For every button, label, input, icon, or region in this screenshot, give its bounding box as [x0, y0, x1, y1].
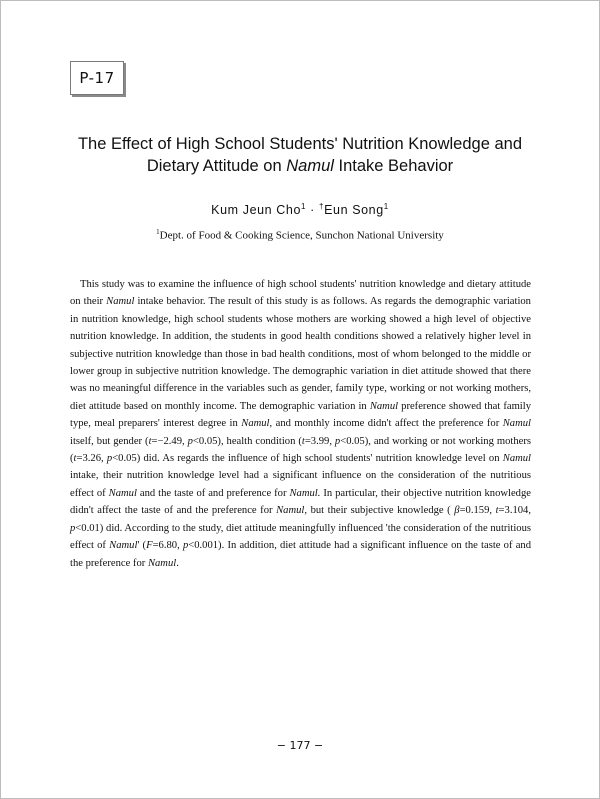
abstract-italic: p	[187, 435, 193, 447]
abstract-text: intake behavior. The result of this study is as follows. As regards the demographic variation in nutrition knowledge, high school students whose mothers are working showed a high level of objective nutrition knowledge. In addition, the students in good health conditions showed a relatively higher level in subjective nutrition knowledge than those in bad health conditions, most of whom belonged to the middle or lower group in subjective nutrition knowledge. The demographic variation in diet attitude showed that there was no meaningful difference in the variables such as gender, family type, working or not working mothers, diet attitude based on monthly income. The demographic variation in	[70, 296, 531, 412]
author-2: Eun Song	[324, 203, 384, 218]
abstract-text: intake, their nutrition knowledge level had a significant influence on the consideration of the nutritious effect of	[70, 470, 531, 499]
abstract-italic: t	[301, 435, 305, 447]
abstract-italic: Namul	[147, 557, 177, 569]
abstract-italic: t	[73, 453, 77, 465]
abstract-text: <0.05) did. As regards the influence of high school students' nutrition knowledge level on	[112, 453, 503, 465]
author-1-affil-mark: 1	[301, 202, 307, 211]
abstract-italic: p	[70, 522, 76, 534]
author-list	[40, 202, 560, 217]
abstract-italic: Namul.	[289, 487, 321, 499]
affiliation-mark: 1	[156, 228, 160, 236]
abstract-italic: Namul	[502, 418, 531, 430]
affiliation-text: Dept. of Food & Cooking Science, Sunchon National University	[159, 229, 444, 242]
abstract-text: preference showed that family type, meal preparers' interest degree in	[70, 400, 531, 430]
title-line-2-pre: Dietary Attitude on	[146, 157, 287, 175]
abstract-text: =−2.49,	[151, 435, 188, 447]
abstract-text: ' (	[137, 540, 147, 552]
abstract-italic: Namul	[276, 505, 305, 517]
abstract-italic: p	[182, 540, 189, 552]
abstract-text: <0.001). In addition, diet attitude had a significant influence on the taste of and the preference for	[70, 540, 532, 569]
abstract-text: <0.01) did. According to the study, diet attitude meaningfully influenced 'the consideration of the nutritious effect of	[70, 522, 531, 552]
abstract-italic: Namul	[109, 540, 138, 552]
corresponding-mark: †	[319, 202, 325, 211]
abstract-body	[70, 276, 531, 572]
abstract-text: =3.26,	[76, 453, 107, 465]
title-line-1: The Effect of High School Students' Nutrition Knowledge and	[77, 135, 523, 153]
paper-title	[40, 133, 560, 177]
paper-id: P-17	[79, 69, 115, 87]
abstract-text: and the taste of and preference for	[136, 487, 290, 499]
author-1: Kum Jeun Cho	[211, 203, 302, 218]
abstract-text: =6.80,	[152, 540, 183, 552]
abstract-text: =3.99,	[304, 435, 335, 447]
abstract-text: .	[176, 557, 179, 569]
author-separator: ·	[306, 203, 320, 218]
abstract-italic: Namul	[108, 487, 137, 499]
title-line-2-post: Intake Behavior	[333, 157, 454, 175]
abstract-text: This study was to examine the influence of high school students' nutrition knowledge and dietary attitude on their	[70, 279, 531, 308]
paper-id-box	[70, 61, 124, 95]
page-number: − 177 −	[276, 739, 324, 752]
title-line-2-italic: Namul	[286, 157, 334, 175]
abstract-italic: Namul	[502, 453, 532, 465]
abstract-text: <0.05), and working or not working mothers (	[70, 435, 531, 465]
affiliation	[40, 228, 560, 242]
abstract-text: <0.05), health condition (	[192, 435, 302, 447]
abstract-italic: t	[495, 505, 499, 517]
abstract-italic: F	[146, 540, 153, 552]
abstract-text: , but their subjective knowledge (	[304, 505, 455, 517]
abstract-text: and monthly income didn't affect the preference for	[272, 418, 503, 430]
author-2-affil-mark: 1	[383, 202, 389, 211]
abstract-italic: t	[148, 435, 152, 447]
abstract-italic: p	[334, 435, 341, 447]
abstract-italic: β	[454, 505, 460, 517]
abstract-italic: Namul,	[241, 418, 273, 430]
abstract-text: In particular, their objective nutrition knowledge didn't affect the taste of and the preference for	[70, 487, 531, 517]
abstract-text: =3.104,	[498, 505, 532, 517]
abstract-text: =0.159,	[459, 505, 496, 517]
abstract-text: itself, but gender (	[70, 435, 149, 447]
abstract-italic: Namul	[369, 400, 399, 412]
abstract-italic: p	[106, 453, 113, 465]
abstract-italic: Namul	[106, 296, 135, 308]
